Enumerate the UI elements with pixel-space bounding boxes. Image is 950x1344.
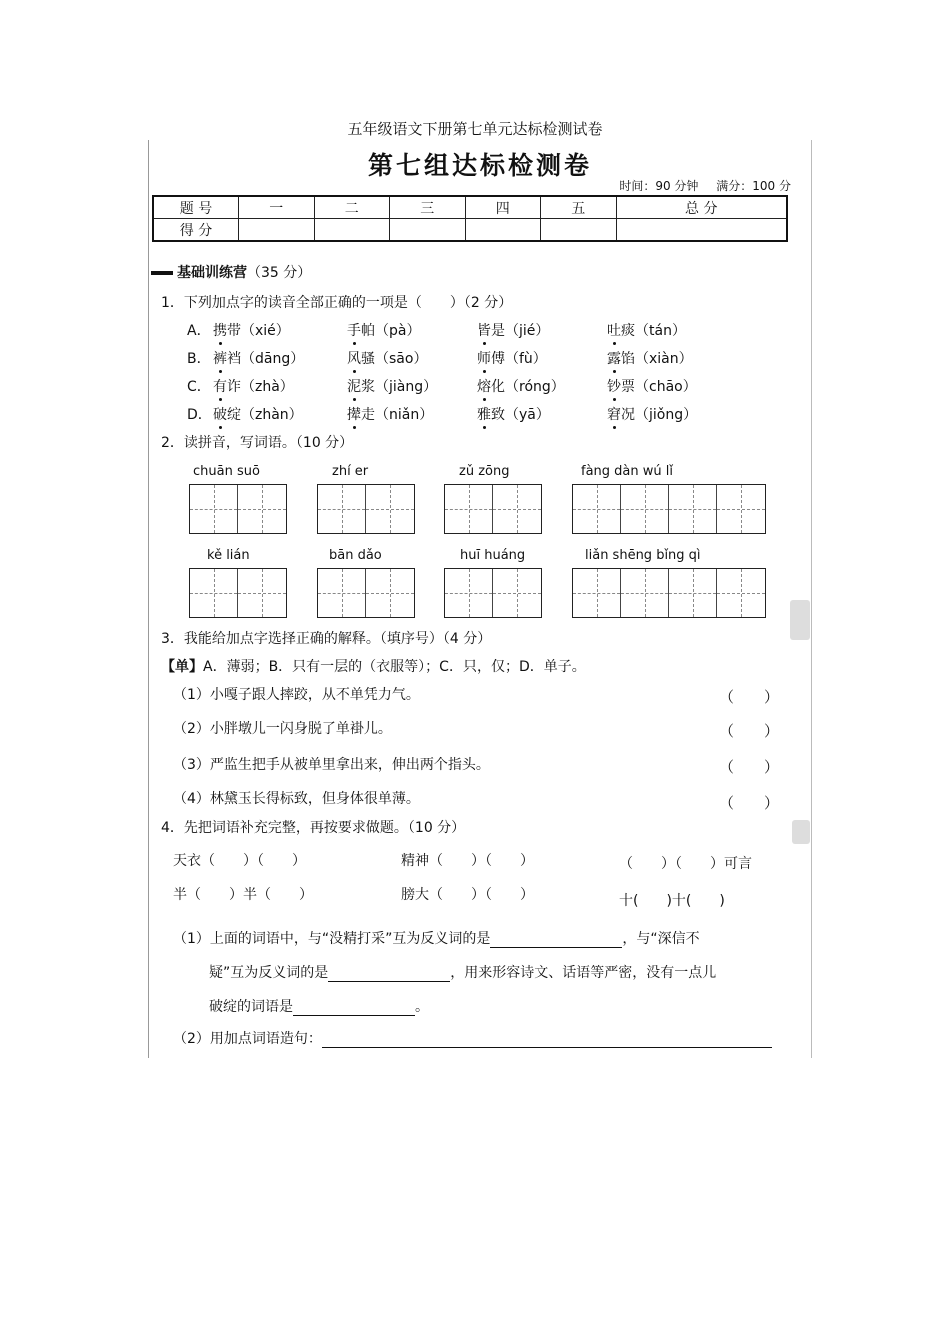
q4-text: ，用来形容诗文、话语等严密，没有一点儿 <box>450 965 717 981</box>
dotted-char: 有 <box>213 379 227 395</box>
definition-line <box>161 656 586 676</box>
q4-sub1-line3 <box>209 996 429 1016</box>
scan-smudge <box>790 600 810 640</box>
word-reading: 裆（dāng） <box>227 351 305 367</box>
word-reading: 诈（zhà） <box>227 379 294 395</box>
q3-item: （3）严监生把手从被单里拿出来，伸出两个指头。 <box>173 757 490 773</box>
section-label: 基础训练营 <box>177 265 247 281</box>
idiom-fill[interactable]: 膀大（ ）（ ） <box>401 887 534 903</box>
dotted-char: 雅 <box>477 407 491 423</box>
score-input-cell[interactable] <box>541 219 617 242</box>
q4-sub2-line <box>173 1028 772 1048</box>
word-reading: 馅（xiàn） <box>621 351 693 367</box>
option-word <box>607 404 697 424</box>
score-input-cell[interactable] <box>390 219 466 242</box>
option-word <box>213 404 303 424</box>
pinyin-label: liǎn shēng bǐng qì <box>585 548 701 563</box>
dotted-char: 露 <box>607 351 621 367</box>
dotted-char: 吐 <box>607 323 621 339</box>
q4-text: （2）用加点词语造句： <box>173 1031 322 1047</box>
writing-grid[interactable] <box>189 568 287 618</box>
section-dash-icon <box>151 271 173 275</box>
word-reading: 带（xié） <box>227 323 290 339</box>
word-reading: 况（jiǒng） <box>621 407 698 423</box>
word-reading: 化（róng） <box>491 379 565 395</box>
pinyin-label: bān dǎo <box>329 548 382 563</box>
option-word <box>607 320 686 340</box>
score-table-score-row <box>153 219 787 242</box>
score-input-cell[interactable] <box>465 219 541 242</box>
answer-paren[interactable]: （ ） <box>719 794 780 812</box>
word-reading: 是（jié） <box>491 323 550 339</box>
scan-smudge <box>792 820 810 844</box>
dotted-char: 手 <box>347 323 361 339</box>
score-cell: 二 <box>314 196 390 219</box>
option-letter[interactable]: D． <box>187 407 212 423</box>
score-cell: 三 <box>390 196 466 219</box>
word-reading: 傅（fù） <box>491 351 547 367</box>
dotted-char: 风 <box>347 351 361 367</box>
q4-text: （1）上面的词语中，与“没精打采”互为反义词的是 <box>173 931 491 947</box>
word-reading: 票（chāo） <box>621 379 697 395</box>
pinyin-label: chuān suō <box>193 464 260 479</box>
option-word <box>477 320 549 340</box>
answer-blank[interactable] <box>490 947 622 948</box>
writing-grid[interactable] <box>189 484 287 534</box>
dotted-char: 窘 <box>607 407 621 423</box>
exam-meta <box>605 177 791 194</box>
q4-sub1-line2 <box>209 962 716 982</box>
option-word <box>477 348 547 368</box>
dotted-char: 裤 <box>213 351 227 367</box>
q4-sub1-line1 <box>173 928 700 948</box>
q4-text: 。 <box>415 999 429 1015</box>
option-word <box>347 376 437 396</box>
dotted-char: 破 <box>213 407 227 423</box>
writing-grid[interactable] <box>572 568 766 618</box>
writing-grid[interactable] <box>317 484 415 534</box>
pinyin-label: zǔ zōng <box>459 464 510 479</box>
score-input-cell[interactable] <box>239 219 315 242</box>
q3-item: （1）小嘎子跟人摔跤，从不单凭力气。 <box>173 687 420 703</box>
writing-grid[interactable] <box>444 568 542 618</box>
option-letter[interactable]: C． <box>187 379 211 395</box>
writing-grid[interactable] <box>572 484 766 534</box>
writing-grid[interactable] <box>444 484 542 534</box>
pinyin-label: huī huáng <box>460 548 526 563</box>
option-word <box>347 348 427 368</box>
document-header: 五年级语文下册第七单元达标检测试卷 <box>347 120 603 138</box>
q4-text: 破绽的词语是 <box>209 999 293 1015</box>
answer-paren[interactable]: （ ） <box>719 688 780 706</box>
full-score: 满分：100 分 <box>716 179 791 193</box>
score-cell: 总 分 <box>616 196 787 219</box>
answer-paren[interactable]: （ ） <box>719 722 780 740</box>
option-word <box>213 348 304 368</box>
pinyin-label: kě lián <box>207 548 250 563</box>
dotted-char: 熔 <box>477 379 491 395</box>
word-reading: 走（niǎn） <box>361 407 434 423</box>
idiom-fill[interactable]: 半（ ）半（ ） <box>173 887 313 903</box>
word-reading: 骚（sāo） <box>361 351 428 367</box>
word-reading: 绽（zhàn） <box>227 407 303 423</box>
dotted-char: 师 <box>477 351 491 367</box>
idiom-fill[interactable]: （ ）（ ）可言 <box>619 856 752 872</box>
q3-item: （4）林黛玉长得标致，但身体很单薄。 <box>173 791 420 807</box>
score-input-cell[interactable] <box>314 219 390 242</box>
exam-title: 第七组达标检测卷 <box>367 151 592 180</box>
option-letter[interactable]: A． <box>187 323 211 339</box>
definition-text: A．薄弱；B．只有一层的（衣服等）；C．只，仅；D．单子。 <box>203 659 586 675</box>
dotted-char: 皆 <box>477 323 491 339</box>
exam-sheet <box>148 140 812 1058</box>
idiom-fill[interactable]: 精神（ ）（ ） <box>401 853 534 869</box>
dotted-char: 携 <box>213 323 227 339</box>
time-limit: 时间：90 分钟 <box>619 179 699 193</box>
score-cell: 一 <box>239 196 315 219</box>
word-reading: 浆（jiàng） <box>361 379 438 395</box>
score-input-cell[interactable] <box>616 219 787 242</box>
score-cell: 得 分 <box>153 219 239 242</box>
score-cell: 五 <box>541 196 617 219</box>
idiom-fill[interactable]: 天衣（ ）（ ） <box>173 853 306 869</box>
pinyin-label: zhí er <box>332 464 369 479</box>
score-table-header-row <box>153 196 787 219</box>
question-3-stem: 3．我能给加点字选择正确的解释。（填序号）（4 分） <box>161 631 492 647</box>
option-word <box>213 376 294 396</box>
option-word <box>477 376 565 396</box>
idiom-fill[interactable]: 十( )十( ) <box>619 893 725 909</box>
question-2-stem: 2．读拼音，写词语。（10 分） <box>161 435 354 451</box>
answer-blank[interactable] <box>328 981 450 982</box>
word-reading: 帕（pà） <box>361 323 421 339</box>
word-reading: 致（yā） <box>491 407 550 423</box>
question-1-stem: 1．下列加点字的读音全部正确的一项是（ ）（2 分） <box>161 295 513 311</box>
option-word <box>607 376 697 396</box>
dotted-char: 泥 <box>347 379 361 395</box>
answer-blank[interactable] <box>293 1015 415 1016</box>
dotted-char: 撵 <box>347 407 361 423</box>
dotted-char: 钞 <box>607 379 621 395</box>
option-word <box>347 320 420 340</box>
word-reading: 痰（tán） <box>621 323 686 339</box>
option-word <box>213 320 290 340</box>
definition-key: 【单】 <box>161 659 203 675</box>
option-word <box>477 404 550 424</box>
q4-text: 疑”互为反义词的是 <box>209 965 329 981</box>
option-letter[interactable]: B． <box>187 351 211 367</box>
q4-text: ，与“深信不 <box>622 931 700 947</box>
score-table <box>152 195 788 242</box>
answer-blank[interactable] <box>322 1047 772 1048</box>
answer-paren[interactable]: （ ） <box>719 758 780 776</box>
q3-item: （2）小胖墩儿一闪身脱了单褂儿。 <box>173 721 392 737</box>
score-cell: 四 <box>465 196 541 219</box>
pinyin-label: fàng dàn wú lǐ <box>581 464 673 479</box>
writing-grid[interactable] <box>317 568 415 618</box>
option-word <box>607 348 693 368</box>
question-4-stem: 4．先把词语补充完整，再按要求做题。（10 分） <box>161 820 466 836</box>
section-heading <box>151 262 311 282</box>
section-points: （35 分） <box>247 265 312 281</box>
option-word <box>347 404 433 424</box>
score-cell: 题 号 <box>153 196 239 219</box>
